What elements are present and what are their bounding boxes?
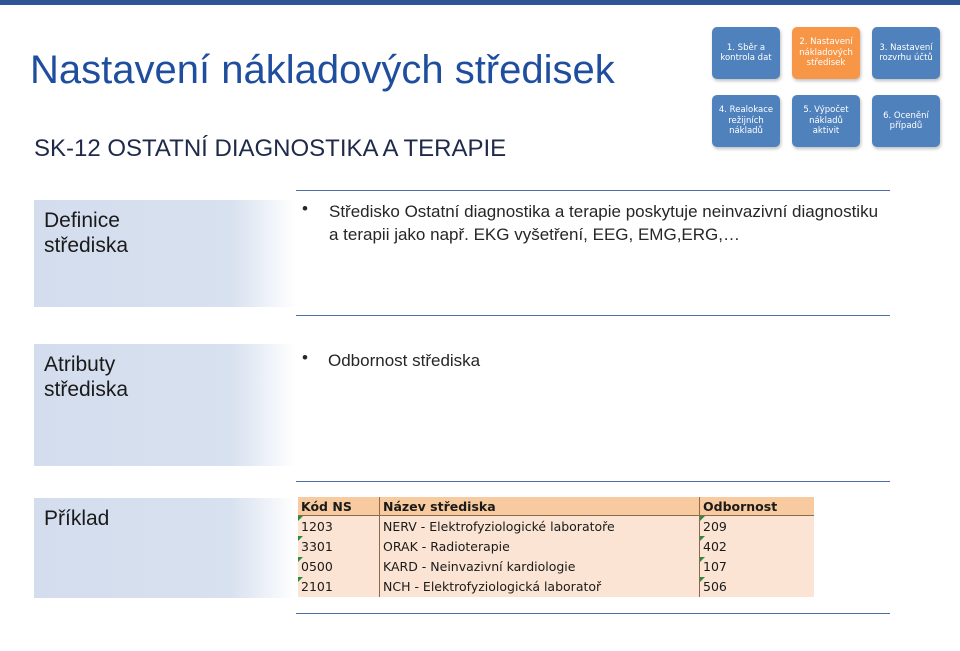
step-1-data-collection[interactable]: 1. Sběr a kontrola dat xyxy=(712,27,780,79)
table-cell-code: 2101 xyxy=(298,577,380,597)
cell-marker-icon xyxy=(298,516,303,521)
step-4-overhead-realocation[interactable]: 4. Realokace režijních nákladů xyxy=(712,95,780,147)
table-cell-specialty: 506 xyxy=(700,577,815,597)
attributes-text: Odbornost střediska xyxy=(328,351,481,370)
definition-text: Středisko Ostatní diagnostika a terapie poskytuje neinvazivní diagnostiku a terapii jako např. EKG vyšetření, EEG, EMG,ERG,… xyxy=(329,202,879,244)
column-header-specialty: Odbornost xyxy=(700,497,815,516)
cell-marker-icon xyxy=(298,557,303,562)
top-accent-bar xyxy=(0,0,960,5)
table-row xyxy=(298,577,814,597)
divider-line xyxy=(296,315,890,316)
attributes-label: Atributy střediska xyxy=(44,353,129,401)
table-cell-name: ORAK - Radioterapie xyxy=(380,536,700,556)
example-label: Příklad xyxy=(44,507,110,530)
cell-marker-icon xyxy=(298,536,303,541)
table-cell-code: 3301 xyxy=(298,536,380,556)
definition-label: Definice střediska xyxy=(44,209,129,257)
step-2-cost-centers[interactable]: 2. Nastavení nákladových středisek xyxy=(792,27,860,79)
bullet-dot: • xyxy=(302,199,308,218)
example-table xyxy=(298,497,814,597)
divider-line xyxy=(296,481,890,482)
cell-marker-icon xyxy=(700,577,705,582)
table-cell-specialty: 402 xyxy=(700,536,815,556)
cell-marker-icon xyxy=(700,557,705,562)
table-cell-name: NERV - Elektrofyziologické laboratoře xyxy=(380,516,700,537)
divider-line xyxy=(296,613,890,614)
cell-marker-icon xyxy=(700,536,705,541)
step-3-account-allocation[interactable]: 3. Nastavení rozvrhu účtů xyxy=(872,27,940,79)
column-header-name: Název střediska xyxy=(380,497,700,516)
table-cell-code: 1203 xyxy=(298,516,380,537)
table-cell-name: NCH - Elektrofyziologická laboratoř xyxy=(380,577,700,597)
example-label-box xyxy=(34,498,296,598)
table-cell-specialty: 209 xyxy=(700,516,815,537)
table-row xyxy=(298,516,814,537)
page-subtitle: SK-12 OSTATNÍ DIAGNOSTIKA A TERAPIE xyxy=(34,135,507,162)
table-cell-name: KARD - Neinvazivní kardiologie xyxy=(380,557,700,577)
table-row xyxy=(298,536,814,556)
column-header-code: Kód NS xyxy=(298,497,380,516)
table-row xyxy=(298,557,814,577)
table-cell-specialty: 107 xyxy=(700,557,815,577)
step-6-case-costing[interactable]: 6. Ocenění případů xyxy=(872,95,940,147)
definition-label-box xyxy=(34,200,296,307)
step-5-activity-costs[interactable]: 5. Výpočet nákladů aktivit xyxy=(792,95,860,147)
bullet-dot: • xyxy=(302,348,308,367)
divider-line xyxy=(296,190,890,191)
attributes-label-box xyxy=(34,344,296,466)
cell-marker-icon xyxy=(700,516,705,521)
table-cell-code: 0500 xyxy=(298,557,380,577)
cell-marker-icon xyxy=(298,577,303,582)
table-header-row xyxy=(298,497,814,516)
page-title: Nastavení nákladových středisek xyxy=(30,48,615,92)
